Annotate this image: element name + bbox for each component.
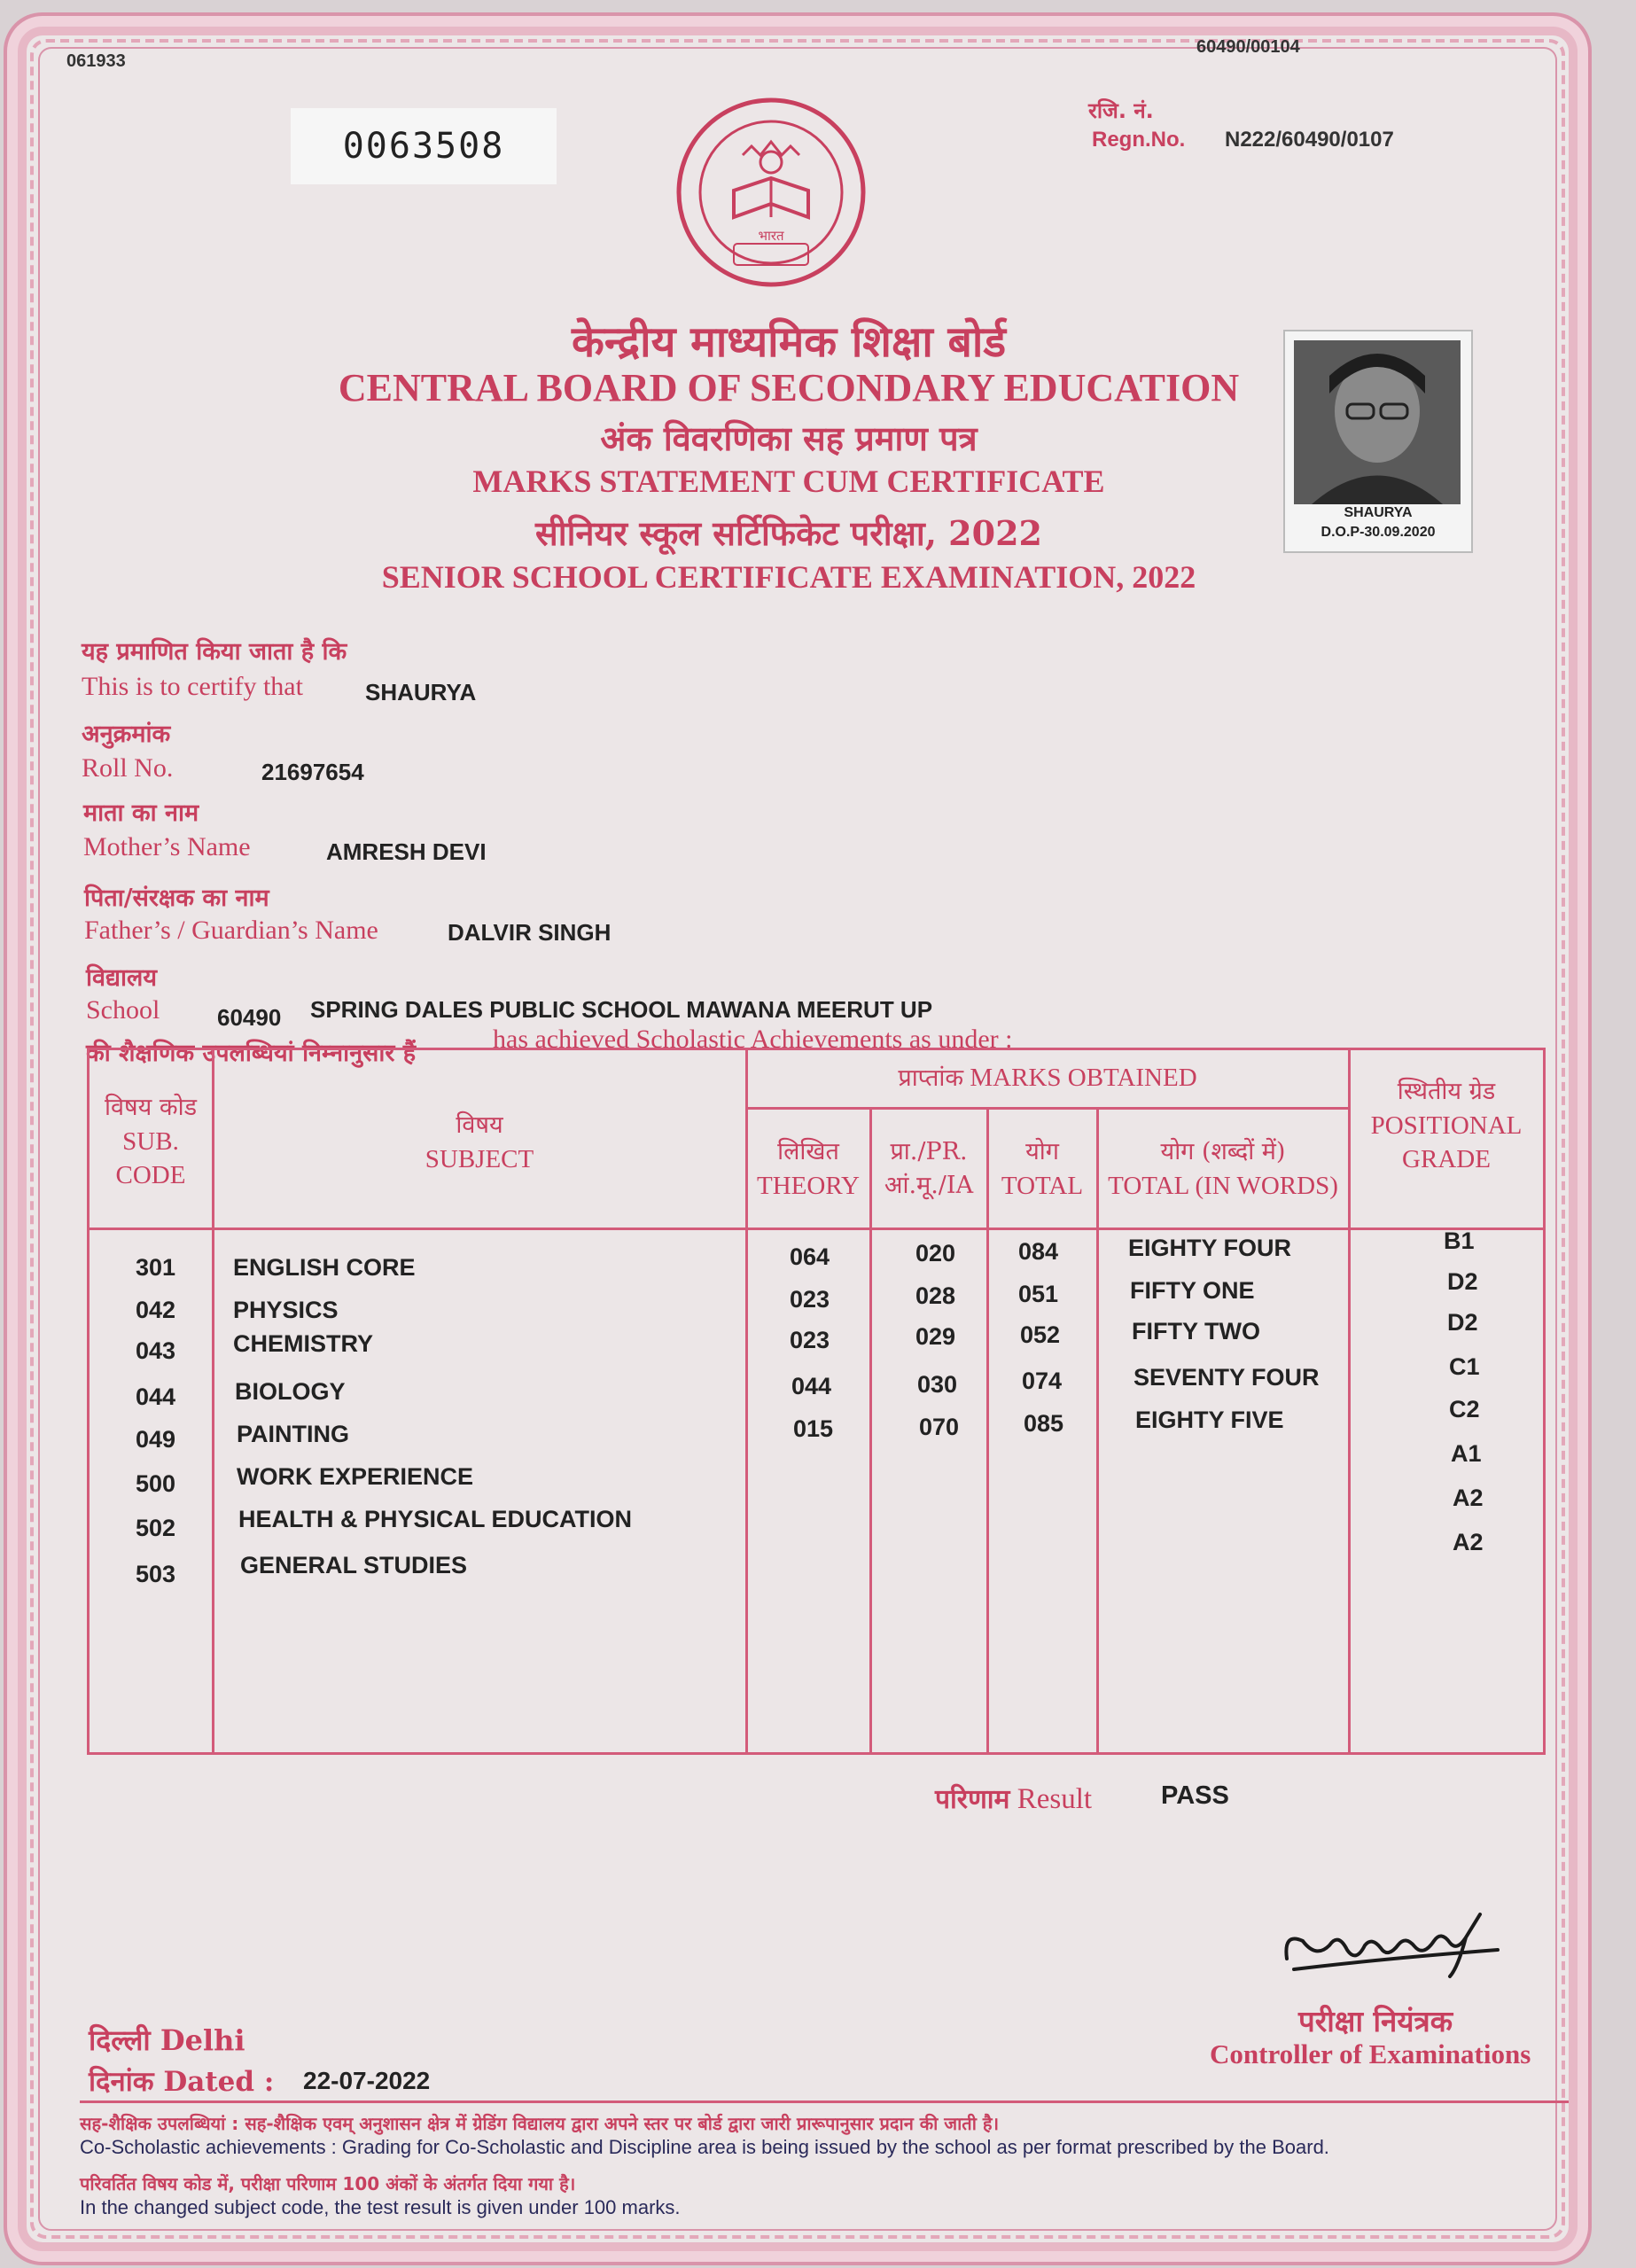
controller-title-en: Controller of Examinations — [1210, 2038, 1531, 2069]
header-grade — [1350, 1075, 1543, 1176]
practical-marks: 030 — [917, 1371, 958, 1398]
issue-date: 22-07-2022 — [303, 2067, 431, 2094]
photo-caption-name: SHAURYA — [1344, 505, 1413, 520]
header-subject-hi: विषय — [456, 1111, 503, 1139]
document-title-hi: अंक विवरणिका सह प्रमाण पत्र — [600, 418, 978, 458]
total-words: SEVENTY FOUR — [1134, 1364, 1320, 1391]
dated-label-hi: दिनांक — [89, 2066, 154, 2098]
total-marks: 084 — [1018, 1238, 1059, 1265]
dated-label — [89, 2062, 274, 2100]
footnote-2-hi: परिवर्तित विषय कोड में, परीक्षा परिणाम 100 अंकों के अंतर्गत दिया गया है। — [80, 2173, 576, 2194]
result-label — [935, 1780, 1092, 1816]
subject-code: 500 — [136, 1470, 176, 1497]
roll-label-hi: अनुक्रमांक — [82, 721, 171, 748]
result-label-en: Result — [1017, 1783, 1093, 1815]
positional-grade: D2 — [1447, 1309, 1478, 1336]
header-pr-1: प्रा./PR. — [890, 1138, 968, 1165]
registration-label-hi: रजि. नं. — [1088, 98, 1154, 123]
student-name: SHAURYA — [365, 679, 477, 705]
subject-code: 042 — [136, 1297, 176, 1323]
school-code: 60490 — [217, 1004, 282, 1031]
certificate-number: 0063508 — [342, 126, 505, 167]
father-name: DALVIR SINGH — [448, 919, 612, 946]
theory-marks: 023 — [790, 1327, 830, 1353]
header-words-hi: योग (शब्दों में) — [1160, 1138, 1286, 1165]
header-words-en: TOTAL (IN WORDS) — [1108, 1172, 1338, 1200]
table-row — [90, 1485, 1543, 1557]
header-theory — [747, 1135, 869, 1203]
subject-code: 043 — [136, 1337, 176, 1364]
place-hi: दिल्ली — [89, 2023, 151, 2057]
subject-name: WORK EXPERIENCE — [237, 1463, 474, 1490]
achieved-label-hi: की शैक्षणिक उपलब्धियां निम्नानुसार हैं — [86, 1040, 417, 1067]
father-label-hi: पिता/संरक्षक का नाम — [84, 885, 269, 912]
header-total-words — [1098, 1135, 1348, 1203]
roll-label-en: Roll No. — [82, 753, 174, 783]
footnote-2-en: In the changed subject code, the test result is given under 100 marks. — [80, 2196, 681, 2218]
total-words: EIGHTY FOUR — [1128, 1235, 1292, 1261]
board-title-en: CENTRAL BOARD OF SECONDARY EDUCATION — [338, 366, 1240, 409]
total-marks: 052 — [1020, 1321, 1061, 1348]
result-label-hi: परिणाम — [935, 1784, 1010, 1815]
place — [89, 2021, 245, 2059]
subject-name: CHEMISTRY — [233, 1330, 374, 1357]
positional-grade: B1 — [1444, 1228, 1475, 1254]
certify-label-en: This is to certify that — [82, 672, 303, 701]
practical-marks: 029 — [915, 1323, 956, 1350]
positional-grade: A2 — [1453, 1529, 1484, 1555]
total-words: FIFTY TWO — [1132, 1318, 1260, 1344]
school-label-hi: विद्यालय — [86, 964, 157, 992]
header-pr-2: आं.मू./IA — [884, 1172, 974, 1199]
header-theory-hi: लिखित — [777, 1138, 839, 1165]
controller-signature — [1276, 1906, 1507, 1985]
school-label-en: School — [86, 995, 160, 1025]
subject-code: 301 — [136, 1254, 176, 1281]
mother-name: AMRESH DEVI — [326, 838, 487, 865]
practical-marks: 070 — [919, 1414, 960, 1440]
header-code-en1: SUB. — [122, 1127, 179, 1156]
footnote-1-hi: सह-शैक्षिक उपलब्धियां : सह-शैक्षिक एवम् अनुशासन क्षेत्र में ग्रेडिंग विद्यालय द्वारा अपने स्तर पर बोर्ड द्वारा जारी प्रारूपानुसार प्रदान की जाती है। — [80, 2113, 1000, 2134]
controller-title-hi: परीक्षा नियंत्रक — [1298, 2004, 1453, 2038]
table-row — [90, 1529, 1543, 1603]
positional-grade: D2 — [1447, 1268, 1478, 1295]
father-label-en: Father’s / Guardian’s Name — [84, 916, 378, 945]
subject-name: PAINTING — [237, 1421, 349, 1447]
student-photo — [1283, 330, 1473, 553]
footnote-1-en: Co-Scholastic achievements : Grading for Co-Scholastic and Discipline area is being issued by the school as per format prescribed by the Board. — [80, 2136, 1329, 2158]
header-total — [988, 1135, 1096, 1203]
subject-name: ENGLISH CORE — [233, 1254, 416, 1281]
header-theory-en: THEORY — [757, 1172, 860, 1200]
exam-title-en: SENIOR SCHOOL CERTIFICATE EXAMINATION, 2022 — [381, 559, 1196, 595]
practical-marks: 028 — [915, 1282, 956, 1309]
subject-code: 044 — [136, 1383, 176, 1410]
header-marks-hi: प्राप्तांक — [898, 1064, 964, 1092]
emblem-bottom-text: भारत — [758, 228, 784, 244]
registration-number: N222/60490/0107 — [1225, 128, 1394, 152]
subject-code: 502 — [136, 1515, 176, 1541]
photo-portrait — [1294, 340, 1461, 504]
photo-caption-dop: D.O.P-30.09.2020 — [1320, 525, 1436, 540]
practical-marks: 020 — [915, 1240, 956, 1266]
certificate-number-box — [291, 108, 557, 184]
cbse-emblem-icon — [672, 93, 871, 292]
result-value: PASS — [1161, 1781, 1229, 1810]
footer-divider — [80, 2100, 1569, 2103]
subject-name: HEALTH & PHYSICAL EDUCATION — [238, 1506, 633, 1532]
document-title-en: MARKS STATEMENT CUM CERTIFICATE — [472, 464, 1105, 499]
subject-code: 049 — [136, 1426, 176, 1453]
certify-label-hi: यह प्रमाणित किया जाता है कि — [82, 638, 347, 666]
marks-table — [87, 1048, 1546, 1755]
theory-marks: 015 — [793, 1415, 834, 1442]
serial-top-left: 061933 — [66, 51, 126, 71]
subject-name: GENERAL STUDIES — [240, 1552, 468, 1578]
mother-label-hi: माता का नाम — [83, 799, 199, 827]
achieved-label-en: has achieved Scholastic Achievements as under : — [493, 1025, 1013, 1054]
total-words: EIGHTY FIVE — [1135, 1407, 1284, 1433]
place-en: Delhi — [160, 2023, 245, 2057]
total-words: FIFTY ONE — [1130, 1277, 1255, 1304]
positional-grade: A2 — [1453, 1485, 1484, 1511]
header-grade-hi: स्थितीय ग्रेड — [1397, 1078, 1496, 1105]
header-practical — [871, 1135, 986, 1203]
header-marks-en: MARKS OBTAINED — [970, 1064, 1197, 1092]
mother-label-en: Mother’s Name — [83, 832, 251, 861]
school-name: SPRING DALES PUBLIC SCHOOL MAWANA MEERUT UP — [310, 996, 933, 1023]
header-grade-en2: GRADE — [1402, 1145, 1491, 1173]
total-marks: 085 — [1024, 1410, 1064, 1437]
total-marks: 051 — [1018, 1281, 1059, 1307]
registration-label-en: Regn.No. — [1092, 128, 1186, 152]
header-subject — [214, 1109, 745, 1176]
header-sub-code — [90, 1091, 212, 1192]
header-total-hi: योग — [1025, 1138, 1059, 1165]
theory-marks: 023 — [790, 1286, 830, 1313]
positional-grade: C1 — [1449, 1353, 1480, 1380]
header-code-en2: CODE — [115, 1161, 186, 1189]
header-grade-en1: POSITIONAL — [1370, 1111, 1523, 1140]
header-subject-en: SUBJECT — [425, 1145, 534, 1173]
subject-name: BIOLOGY — [235, 1378, 346, 1405]
roll-number: 21697654 — [261, 759, 364, 785]
positional-grade: A1 — [1451, 1440, 1482, 1467]
header-marks-obtained — [747, 1061, 1348, 1095]
total-marks: 074 — [1022, 1368, 1063, 1394]
header-code-hi: विषय कोड — [104, 1094, 198, 1121]
board-title-hi: केन्द्रीय माध्यमिक शिक्षा बोर्ड — [571, 317, 1007, 367]
header-divider — [90, 1228, 1543, 1230]
subject-code: 503 — [136, 1561, 176, 1587]
header-total-en: TOTAL — [1001, 1172, 1084, 1200]
subject-name: PHYSICS — [233, 1297, 339, 1323]
positional-grade: C2 — [1449, 1396, 1480, 1422]
exam-title-hi: सीनियर स्कूल सर्टिफिकेट परीक्षा, 2022 — [535, 513, 1042, 553]
theory-marks: 064 — [790, 1243, 830, 1270]
serial-top-right: 60490/00104 — [1196, 37, 1300, 57]
dated-label-en: Dated : — [163, 2066, 275, 2098]
theory-marks: 044 — [791, 1373, 832, 1399]
row-divider — [745, 1107, 1348, 1110]
